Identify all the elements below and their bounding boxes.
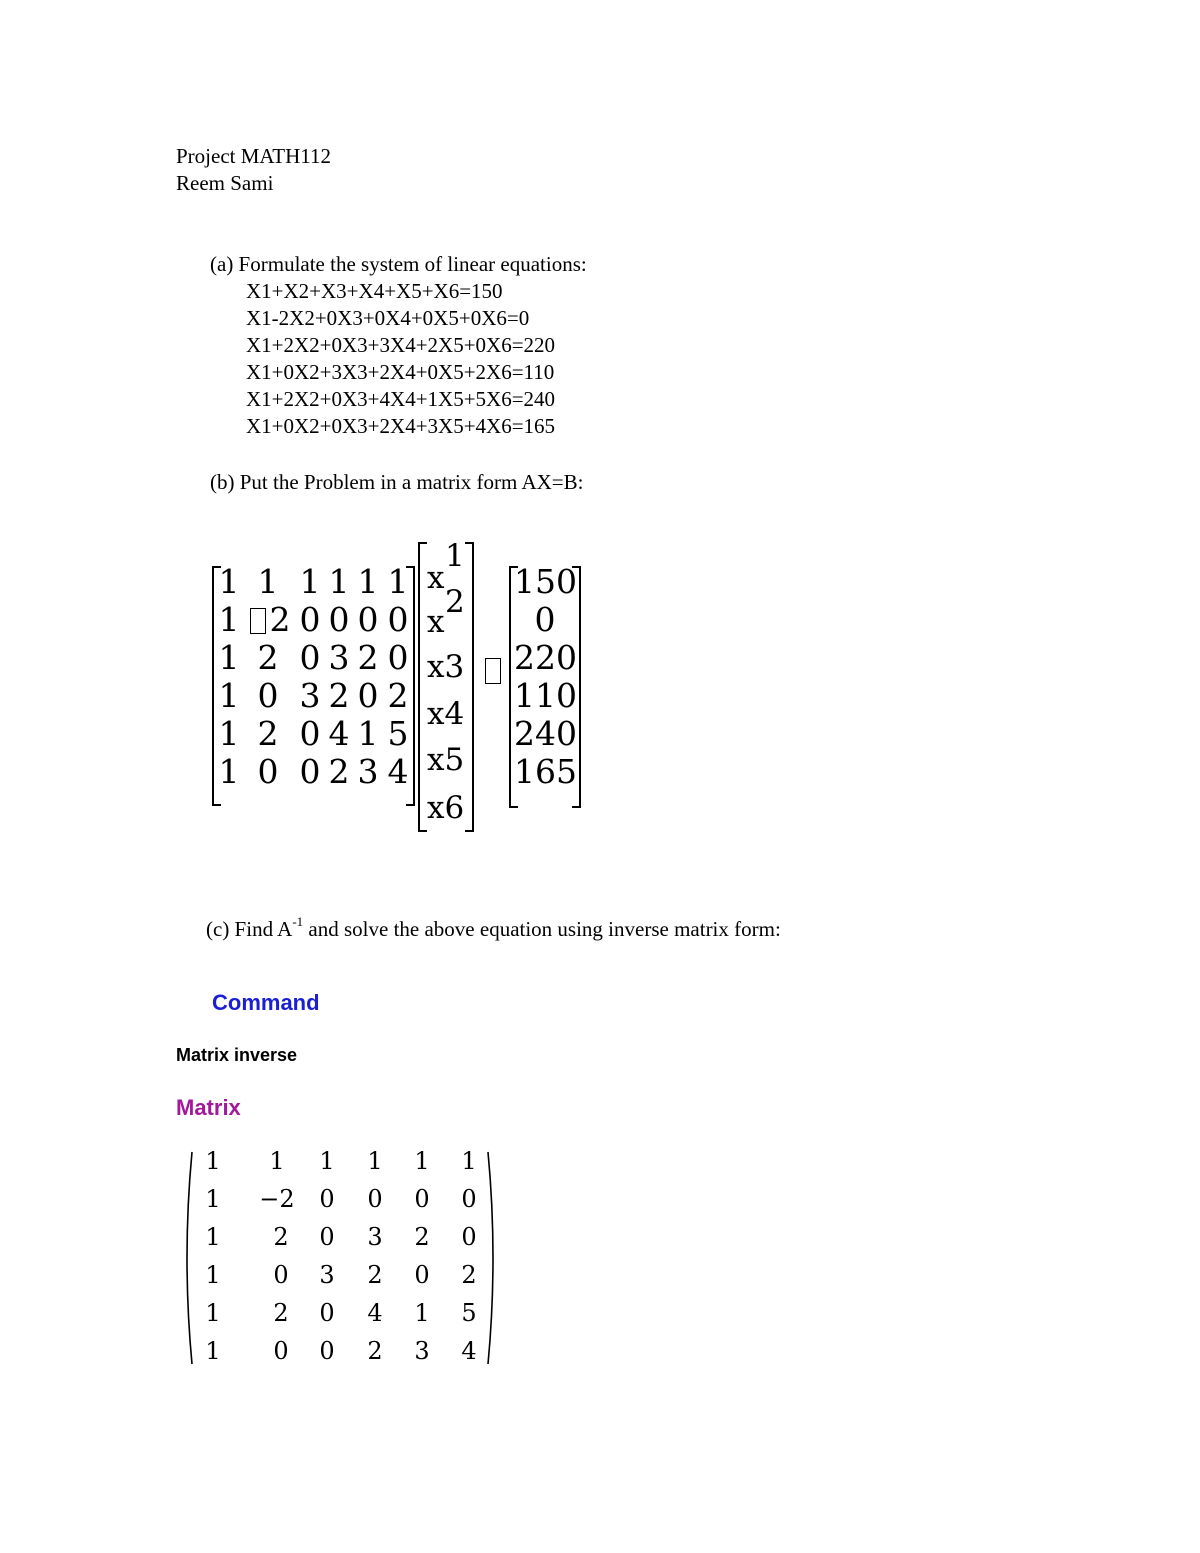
equation-3: X1+2X2+0X3+3X4+2X5+0X6=220 <box>246 333 556 357</box>
matrix-a-cell: 0 <box>299 752 321 791</box>
matrix-cell: 2 <box>273 1299 289 1327</box>
matrix-cell: −2 <box>259 1185 295 1213</box>
matrix-cell: 2 <box>273 1223 289 1251</box>
equation-5: X1+2X2+0X3+4X4+1X5+5X6=240 <box>246 387 556 411</box>
matrix-a-cell: 2 <box>357 638 379 677</box>
matrix-a-cell: 5 <box>387 714 409 753</box>
part-c-superscript: -1 <box>292 914 304 929</box>
vector-b-entry: 150 <box>514 562 577 601</box>
matrix-label: Matrix <box>176 1095 241 1120</box>
equals-missing-glyph-icon <box>485 658 501 684</box>
command-name: Matrix inverse <box>176 1045 298 1065</box>
matrix-cell: 1 <box>269 1147 285 1175</box>
matrix-a-cell: 2 <box>328 752 350 791</box>
equation-4: X1+0X2+3X3+2X4+0X5+2X6=110 <box>246 360 555 384</box>
matrix-cell: 0 <box>273 1337 289 1365</box>
equation-list <box>246 278 555 440</box>
project-title: Project MATH112 <box>176 144 331 168</box>
matrix-a-cell: 4 <box>328 714 350 753</box>
matrix-cell: 3 <box>414 1337 430 1365</box>
vector-x-entry: x3 <box>427 649 465 685</box>
part-c-prefix: (c) Find A <box>206 917 293 941</box>
matrix-a-cell: 4 <box>387 752 409 791</box>
matrix-cell: 4 <box>367 1299 383 1327</box>
matrix-cell: 1 <box>319 1147 335 1175</box>
part-b-title: (b) Put the Problem in a matrix form AX=B: <box>210 470 584 494</box>
matrix-a-cell: 2 <box>269 600 291 639</box>
part-c-suffix: and solve the above equation using inverse matrix form: <box>303 917 781 941</box>
vector-x-entry: x6 <box>427 790 465 826</box>
matrix-cell: 1 <box>205 1147 221 1175</box>
matrix-cell: 1 <box>205 1223 221 1251</box>
matrix-a-cell: 1 <box>218 676 240 715</box>
matrix-a-cell: 2 <box>257 638 279 677</box>
matrix-cell: 2 <box>414 1223 430 1251</box>
matrix-cell: 1 <box>414 1147 430 1175</box>
vector-x-entry: x4 <box>427 696 465 732</box>
vector-x-entry: x5 <box>427 742 465 778</box>
vector-x-left-bracket <box>418 542 427 832</box>
matrix-a-cell: 3 <box>328 638 350 677</box>
matrix-a-cell: 0 <box>328 600 350 639</box>
matrix-cell: 1 <box>205 1337 221 1365</box>
matrix-cell: 0 <box>414 1261 430 1289</box>
vector-b-entry: 110 <box>514 676 577 715</box>
matrix-a-cell: 2 <box>328 676 350 715</box>
matrix-cell: 3 <box>367 1223 383 1251</box>
matrix-a-cell: 0 <box>299 638 321 677</box>
matrix-a-cell: 1 <box>218 714 240 753</box>
command-label: Command <box>212 990 320 1015</box>
matrix-a-cell: 0 <box>387 638 409 677</box>
matrix-left-paren <box>180 1150 196 1366</box>
vector-b-entry: 165 <box>514 752 577 791</box>
matrix-cell: 0 <box>461 1223 477 1251</box>
matrix-cell: 0 <box>319 1185 335 1213</box>
matrix-cell: 0 <box>273 1261 289 1289</box>
matrix-cell: 2 <box>367 1337 383 1365</box>
matrix-cell: 0 <box>319 1299 335 1327</box>
missing-glyph-icon <box>250 608 266 634</box>
matrix-a-cell: 0 <box>299 714 321 753</box>
matrix-a-cell: 0 <box>387 600 409 639</box>
vector-x-var: x <box>427 560 445 596</box>
author-name: Reem Sami <box>176 171 274 195</box>
matrix-cell: 0 <box>461 1185 477 1213</box>
equation-2: X1-2X2+0X3+0X4+0X5+0X6=0 <box>246 306 530 330</box>
matrix-a-cell: 1 <box>218 600 240 639</box>
matrix-cell: 0 <box>319 1223 335 1251</box>
matrix-cell: 2 <box>367 1261 383 1289</box>
matrix-a-cell: 0 <box>357 600 379 639</box>
part-c-title <box>206 910 781 943</box>
matrix-a-cell: 1 <box>218 562 240 601</box>
matrix-cell: 1 <box>205 1299 221 1327</box>
vector-x-var: x <box>427 604 445 640</box>
matrix-cell: 1 <box>414 1299 430 1327</box>
matrix-cell: 2 <box>461 1261 477 1289</box>
matrix-a-cell: 1 <box>218 752 240 791</box>
matrix-cell: 0 <box>367 1185 383 1213</box>
matrix-a-cell: 1 <box>257 562 279 601</box>
vector-x-sub2: 2 <box>445 584 465 620</box>
matrix-a-cell: 3 <box>299 676 321 715</box>
vector-b-entry: 0 <box>534 600 556 639</box>
matrix-a-cell: 0 <box>357 676 379 715</box>
matrix-a-cell: 1 <box>328 562 350 601</box>
matrix-a-cell: 2 <box>387 676 409 715</box>
matrix-a-cell: 2 <box>257 714 279 753</box>
matrix-cell: 0 <box>319 1337 335 1365</box>
vector-x-right-bracket <box>465 542 474 832</box>
vector-b-entry: 220 <box>514 638 577 677</box>
matrix-a-cell: 1 <box>357 562 379 601</box>
matrix-a-cell: 0 <box>257 752 279 791</box>
vector-b-entry: 240 <box>514 714 577 753</box>
matrix-cell: 3 <box>319 1261 335 1289</box>
matrix-right-paren <box>484 1150 500 1366</box>
matrix-a-cell: 3 <box>357 752 379 791</box>
matrix-cell: 5 <box>461 1299 477 1327</box>
matrix-cell: 1 <box>205 1185 221 1213</box>
matrix-a-cell: 1 <box>387 562 409 601</box>
vector-x-sub1: 1 <box>445 538 465 574</box>
matrix-cell: 0 <box>414 1185 430 1213</box>
matrix-cell: 1 <box>367 1147 383 1175</box>
matrix-cell: 1 <box>461 1147 477 1175</box>
matrix-a-cell: 0 <box>257 676 279 715</box>
matrix-a-cell: 0 <box>299 600 321 639</box>
matrix-a-cell: 1 <box>299 562 321 601</box>
matrix-cell: 4 <box>461 1337 477 1365</box>
matrix-a-cell: 1 <box>218 638 240 677</box>
part-a-title: (a) Formulate the system of linear equations: <box>210 252 587 276</box>
matrix-a-cell: 1 <box>357 714 379 753</box>
matrix-cell: 1 <box>205 1261 221 1289</box>
equation-1: X1+X2+X3+X4+X5+X6=150 <box>246 279 503 303</box>
equation-6: X1+0X2+0X3+2X4+3X5+4X6=165 <box>246 414 556 438</box>
